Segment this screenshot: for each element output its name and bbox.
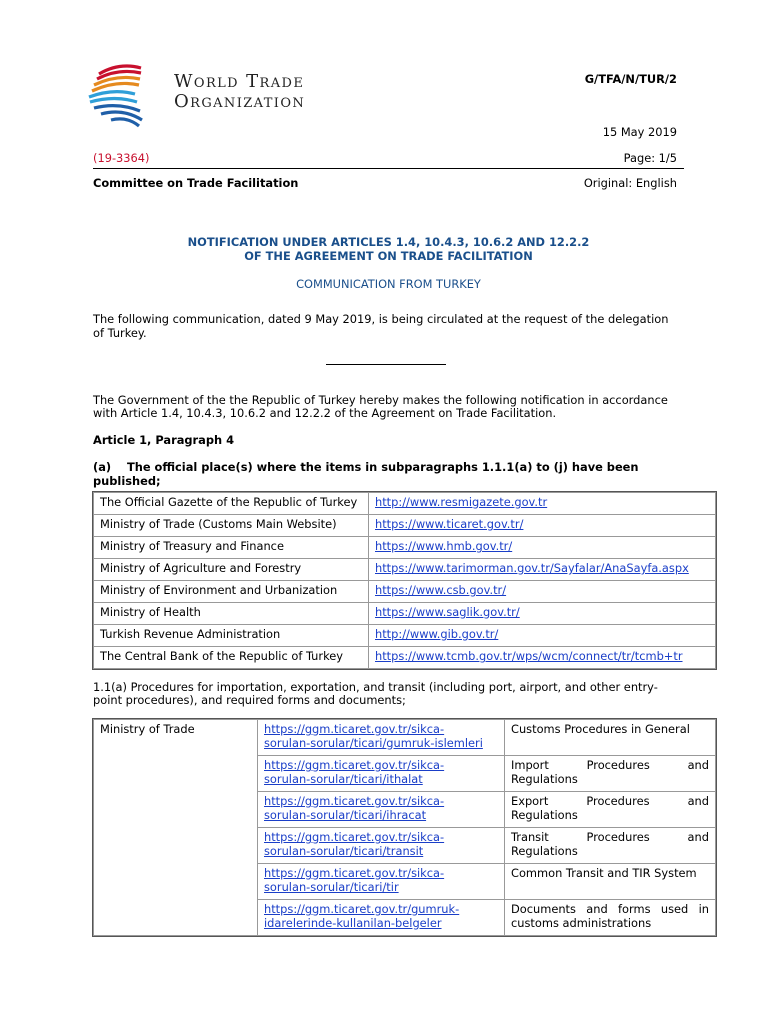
separator-line [326, 364, 446, 365]
title-line2: OF THE AGREEMENT ON TRADE FACILITATION [244, 249, 533, 263]
institution-cell [369, 559, 716, 581]
procedure-description [505, 900, 716, 936]
institution-cell [369, 537, 716, 559]
procedure-link-cell [258, 828, 505, 864]
institution-name: The Official Gazette of the Republic of Turkey [94, 493, 369, 515]
institution-cell [369, 515, 716, 537]
institution-link[interactable]: https://www.hmb.gov.tr/ [375, 539, 513, 553]
institution-cell [369, 493, 716, 515]
procedure-link[interactable]: https://ggm.ticaret.gov.tr/sikca- [264, 830, 445, 844]
institution-name: Ministry of Treasury and Finance [94, 537, 369, 559]
procedure-link-cell [258, 864, 505, 900]
institution-cell [369, 603, 716, 625]
procedure-link-continued[interactable]: idarelerinde-kullanilan-belgeler [264, 915, 442, 930]
article-heading: Article 1, Paragraph 4 [93, 433, 234, 447]
procedure-link-cell [258, 900, 505, 936]
table-row [94, 493, 716, 515]
wto-name-line1: World Trade [174, 71, 305, 92]
institution-link[interactable]: https://www.tarimorman.gov.tr/Sayfalar/AnaSayfa.aspx [375, 561, 689, 575]
ministry-name: Ministry of Trade [94, 720, 258, 936]
header-divider [93, 168, 684, 169]
institution-cell [369, 581, 716, 603]
table-row [94, 720, 716, 756]
table-row [94, 581, 716, 603]
wto-emblem-icon [85, 58, 155, 128]
procedure-link-cell [258, 792, 505, 828]
procedure-description [505, 828, 716, 864]
document-symbol: G/TFA/N/TUR/2 [584, 72, 677, 86]
institution-name: Turkish Revenue Administration [94, 625, 369, 647]
committee-name: Committee on Trade Facilitation [93, 176, 299, 190]
institution-name: The Central Bank of the Republic of Turkey [94, 647, 369, 669]
procedures-line1: 1.1(a) Procedures for importation, exportation, and transit (including port, airport, and other entry- [93, 680, 658, 694]
table-row [94, 559, 716, 581]
procedure-link-continued[interactable]: sorulan-sorular/ticari/transit [264, 843, 424, 858]
procedure-link-continued[interactable]: sorulan-sorular/ticari/gumruk-islemleri [264, 735, 483, 750]
intro-line1: The following communication, dated 9 May 2019, is being circulated at the request of the delegation [93, 312, 669, 326]
procedure-link[interactable]: https://ggm.ticaret.gov.tr/sikca- [264, 758, 445, 772]
intro-line2: of Turkey. [93, 326, 147, 340]
table-row [94, 537, 716, 559]
institution-name: Ministry of Trade (Customs Main Website) [94, 515, 369, 537]
body-line2: with Article 1.4, 10.4.3, 10.6.2 and 12.2.2 of the Agreement on Trade Facilitation. [93, 406, 557, 420]
institution-name: Ministry of Health [94, 603, 369, 625]
description-line1: Documents and forms used in [511, 902, 709, 916]
description-line1: Transit Procedures and [511, 830, 709, 844]
description-line1: Import Procedures and [511, 758, 709, 772]
title-line1: NOTIFICATION UNDER ARTICLES 1.4, 10.4.3, 10.6.2 AND 12.2.2 [187, 235, 590, 249]
wto-logo [85, 58, 335, 128]
procedure-description [505, 720, 716, 756]
procedure-description [505, 864, 716, 900]
institution-link[interactable]: http://www.resmigazete.gov.tr [375, 495, 548, 509]
institution-link[interactable]: https://www.tcmb.gov.tr/wps/wcm/connect/tr/tcmb+tr [375, 649, 683, 663]
procedure-link[interactable]: https://ggm.ticaret.gov.tr/sikca- [264, 722, 445, 736]
procedure-description [505, 792, 716, 828]
description-line1: Common Transit and TIR System [511, 866, 697, 880]
institution-name: Ministry of Agriculture and Forestry [94, 559, 369, 581]
table-row [94, 515, 716, 537]
institution-cell [369, 647, 716, 669]
institution-link[interactable]: http://www.gib.gov.tr/ [375, 627, 499, 641]
institution-link[interactable]: https://www.saglik.gov.tr/ [375, 605, 520, 619]
official-places-table [93, 492, 716, 669]
procedure-link-continued[interactable]: sorulan-sorular/ticari/ihracat [264, 807, 427, 822]
original-language: Original: English [583, 176, 677, 190]
page-indicator: Page: 1/5 [623, 151, 677, 165]
document-reference: (19-3364) [93, 151, 150, 165]
description-line2: Regulations [511, 771, 578, 786]
communication-heading: COMMUNICATION FROM TURKEY [296, 277, 481, 291]
body-line1: The Government of the the Republic of Turkey hereby makes the following notification in accordance [93, 393, 668, 407]
procedure-link-continued[interactable]: sorulan-sorular/ticari/ithalat [264, 771, 423, 786]
procedure-link-cell [258, 756, 505, 792]
procedure-link-cell [258, 720, 505, 756]
description-line2: Regulations [511, 807, 578, 822]
wto-name-line2: Organization [174, 91, 306, 112]
procedure-link[interactable]: https://ggm.ticaret.gov.tr/sikca- [264, 794, 445, 808]
description-line2: customs administrations [511, 915, 652, 930]
table-row [94, 625, 716, 647]
institution-name: Ministry of Environment and Urbanization [94, 581, 369, 603]
description-line1: Customs Procedures in General [511, 722, 690, 736]
document-date: 15 May 2019 [602, 125, 677, 139]
institution-link[interactable]: https://www.csb.gov.tr/ [375, 583, 507, 597]
procedures-table [93, 719, 716, 936]
description-line1: Export Procedures and [511, 794, 709, 808]
institution-cell [369, 625, 716, 647]
procedure-link[interactable]: https://ggm.ticaret.gov.tr/sikca- [264, 866, 445, 880]
description-line2: Regulations [511, 843, 578, 858]
procedures-line2: point procedures), and required forms and documents; [93, 693, 406, 707]
institution-link[interactable]: https://www.ticaret.gov.tr/ [375, 517, 524, 531]
table-row [94, 647, 716, 669]
procedure-description [505, 756, 716, 792]
procedure-link-continued[interactable]: sorulan-sorular/ticari/tir [264, 879, 399, 894]
subparagraph-a-line1: (a) The official place(s) where the items in subparagraphs 1.1.1(a) to (j) have been [93, 460, 639, 474]
table-row [94, 603, 716, 625]
subparagraph-a-line2: published; [93, 474, 161, 488]
procedure-link[interactable]: https://ggm.ticaret.gov.tr/gumruk- [264, 902, 460, 916]
